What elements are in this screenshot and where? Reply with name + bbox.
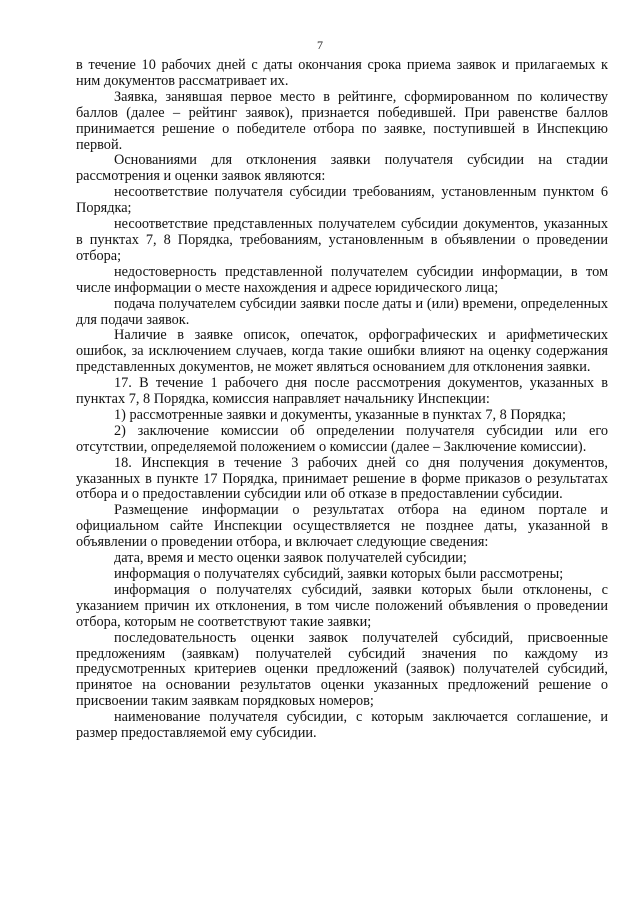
list-item: недостоверность представленной получателем субсидии информации, в том числе информации о месте нахождения и адресе юридического лица; [76, 263, 608, 296]
list-item: информация о получателях субсидий, заявки которых были отклонены, с указанием причин их отклонения, в том числе положений объявления о проведении отбора, которым не соответствуют такие заявки; [76, 581, 608, 630]
list-item: последовательность оценки заявок получателей субсидий, присвоенные предложениям (заявкам) получателей субсидий значения по каждому из предусмотренных критериев оценки предложений (заявок) получателей субсидий, принятое на основании результатов оценки указанных предложений решение о присвоении таким заявкам порядковых номеров; [76, 629, 608, 710]
list-item: подача получателем субсидии заявки после даты и (или) времени, определенных для подачи заявок. [76, 295, 608, 328]
list-item: 1) рассмотренные заявки и документы, указанные в пунктах 7, 8 Порядка; [114, 406, 566, 423]
section-18: 18. Инспекция в течение 3 рабочих дней со дня получения документов, указанных в пункте 17 Порядка, принимает решение в форме приказов о результатах отбора и о предоставлении субсидии или об отказе в предоставлении субсидии. [76, 454, 608, 503]
paragraph: Наличие в заявке описок, опечаток, орфографических и арифметических ошибок, за исключением случаев, когда такие ошибки влияют на оценку содержания представленных документов, не может являться основанием для отклонения заявки. [76, 327, 608, 376]
paragraph: Основаниями для отклонения заявки получателя субсидии на стадии рассмотрения и оценки заявок являются: [76, 152, 608, 185]
list-item: информация о получателях субсидий, заявки которых были рассмотрены; [114, 566, 564, 582]
list-item: несоответствие получателя субсидии требованиям, установленным пунктом 6 Порядка; [76, 184, 608, 217]
list-item: наименование получателя субсидии, с которым заключается соглашение, и размер предоставляемой ему субсидии. [76, 709, 608, 742]
paragraph: Размещение информации о результатах отбора на едином портале и официальном сайте Инспекции осуществляется не позднее даты, указанной в объявлении о проведении отбора, и включает следующие сведения: [76, 502, 608, 551]
section-17: 17. В течение 1 рабочего дня после рассмотрения документов, указанных в пунктах 7, 8 Порядка, комиссия направляет начальнику Инспекции: [76, 375, 608, 408]
list-item: дата, время и место оценки заявок получателей субсидии; [114, 550, 467, 567]
document-body [76, 58, 608, 742]
list-item: несоответствие представленных получателем субсидии документов, указанных в пунктах 7, 8 Порядка, требованиям, установленным в объявлении о проведении отбора; [76, 216, 608, 264]
paragraph: в течение 10 рабочих дней с даты окончания срока приема заявок и прилагаемых к ним документов рассматривает их. [76, 57, 608, 89]
page-number: 7 [317, 38, 323, 52]
paragraph: Заявка, занявшая первое место в рейтинге, сформированном по количеству баллов (далее – рейтинг заявок), признается победившей. При равенстве баллов принимается решение о победителе отбора по заявке, поступившей в Инспекцию первой. [76, 88, 608, 153]
list-item: 2) заключение комиссии об определении получателя субсидии или его отсутствии, определяемой положением о комиссии (далее – Заключение комиссии). [76, 422, 608, 455]
